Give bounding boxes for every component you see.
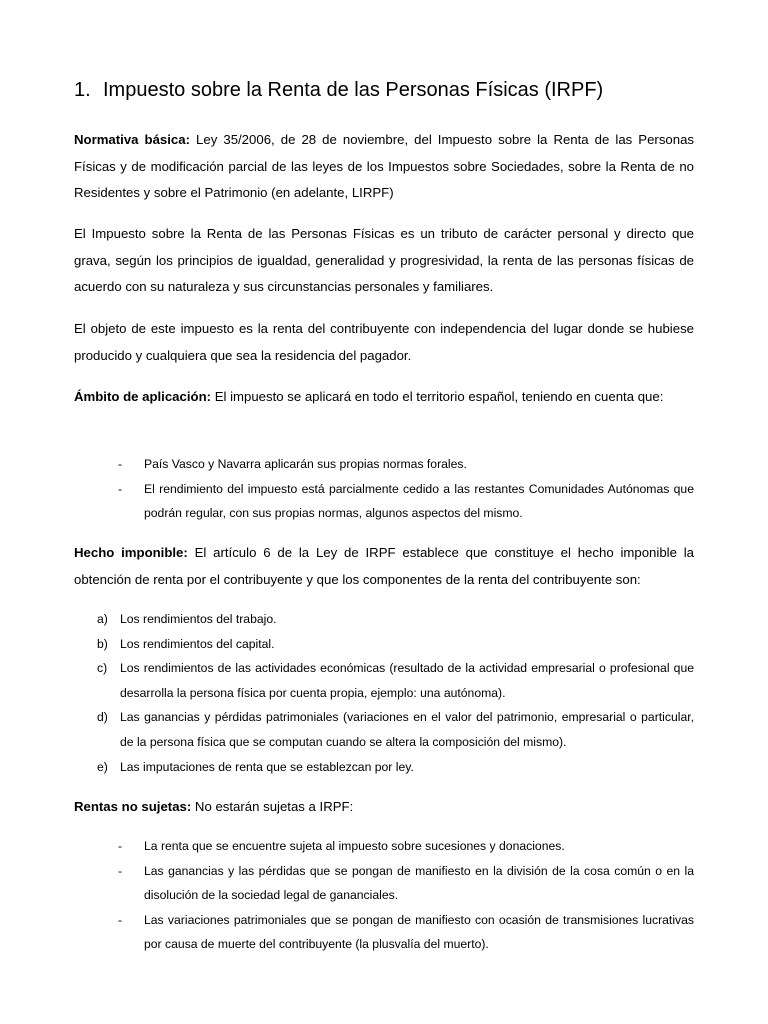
list-marker: d)	[97, 710, 108, 725]
ambito-list	[118, 452, 694, 526]
list-item	[97, 656, 694, 705]
list-item	[118, 859, 694, 908]
rentas-list	[118, 834, 694, 957]
hecho-text: El artículo 6 de la Ley de IRPF establece que constituye el hecho imponible la obtención de renta por el contribuyente y que los componentes de la renta del contribuyente son:	[74, 545, 694, 587]
list-item-text: Las ganancias y las pérdidas que se pongan de manifiesto en la división de la cosa común o en la disolución de la sociedad legal de gananciales.	[144, 863, 694, 903]
list-item-text: El rendimiento del impuesto está parcialmente cedido a las restantes Comunidades Autónomas que podrán regular, con sus propias normas, algunos aspectos del mismo.	[144, 481, 694, 521]
ambito-paragraph	[74, 384, 694, 411]
list-marker: -	[118, 839, 123, 853]
ambito-text: El impuesto se aplicará en todo el territorio español, teniendo en cuenta que:	[211, 389, 664, 404]
normativa-text: Ley 35/2006, de 28 de noviembre, del Impuesto sobre la Renta de las Personas Físicas y de modificación parcial de las leyes de los Impuestos sobre Sociedades, sobre la Renta de no Residentes y sobre el Patrimonio (en adelante, LIRPF)	[74, 132, 695, 200]
section-heading	[74, 76, 603, 104]
list-item-text: Las variaciones patrimoniales que se pongan de manifiesto con ocasión de transmisiones lucrativas por causa de muerte del contribuyente (la plusvalía del muerto).	[144, 912, 694, 952]
list-item	[118, 452, 694, 477]
rentas-paragraph	[74, 794, 694, 821]
hecho-list	[97, 607, 694, 779]
list-item	[97, 632, 694, 657]
rentas-label: Rentas no sujetas:	[74, 799, 192, 814]
normativa-paragraph	[74, 127, 694, 207]
list-marker: e)	[97, 759, 108, 774]
list-item	[118, 908, 694, 957]
list-item-text: Las imputaciones de renta que se establezcan por ley.	[120, 759, 414, 774]
ambito-label: Ámbito de aplicación:	[74, 389, 212, 404]
list-marker: b)	[97, 636, 108, 651]
list-marker: -	[118, 481, 123, 496]
section-title: Impuesto sobre la Renta de las Personas Físicas (IRPF)	[103, 79, 604, 101]
list-marker: -	[118, 457, 123, 471]
list-item-text: La renta que se encuentre sujeta al impuesto sobre sucesiones y donaciones.	[144, 839, 565, 853]
list-item	[118, 834, 694, 859]
hecho-paragraph	[74, 540, 694, 593]
normativa-label: Normativa básica:	[74, 132, 190, 147]
list-item-text: Los rendimientos del capital.	[120, 636, 275, 651]
list-item	[118, 477, 694, 526]
definition-paragraph: El Impuesto sobre la Renta de las Personas Físicas es un tributo de carácter personal y directo que grava, según los principios de igualdad, generalidad y progresividad, la renta de las personas físicas de acuerdo con su naturaleza y sus circunstancias personales y familiares.	[74, 226, 694, 294]
hecho-label: Hecho imponible:	[74, 545, 188, 560]
list-item	[97, 755, 694, 780]
list-item-text: Los rendimientos del trabajo.	[120, 612, 277, 626]
list-item	[97, 705, 694, 754]
list-item	[97, 607, 694, 632]
list-item-text: País Vasco y Navarra aplicarán sus propias normas forales.	[144, 457, 467, 471]
list-marker: -	[118, 912, 123, 927]
section-number: 1.	[74, 79, 91, 101]
list-marker: -	[118, 863, 123, 878]
list-marker: c)	[97, 661, 108, 676]
list-item-text: Los rendimientos de las actividades económicas (resultado de la actividad empresarial o profesional que desarrolla la persona física por cuenta propia, ejemplo: una autónoma).	[120, 661, 694, 700]
list-item-text: Las ganancias y pérdidas patrimoniales (variaciones en el valor del patrimonio, empresarial o particular, de la persona física que se computan cuando se altera la composición del mismo).	[120, 710, 694, 749]
list-marker: a)	[97, 612, 108, 626]
object-paragraph: El objeto de este impuesto es la renta del contribuyente con independencia del lugar donde se hubiese producido y cualquiera que sea la residencia del pagador.	[74, 321, 694, 363]
rentas-text: No estarán sujetas a IRPF:	[191, 799, 354, 814]
